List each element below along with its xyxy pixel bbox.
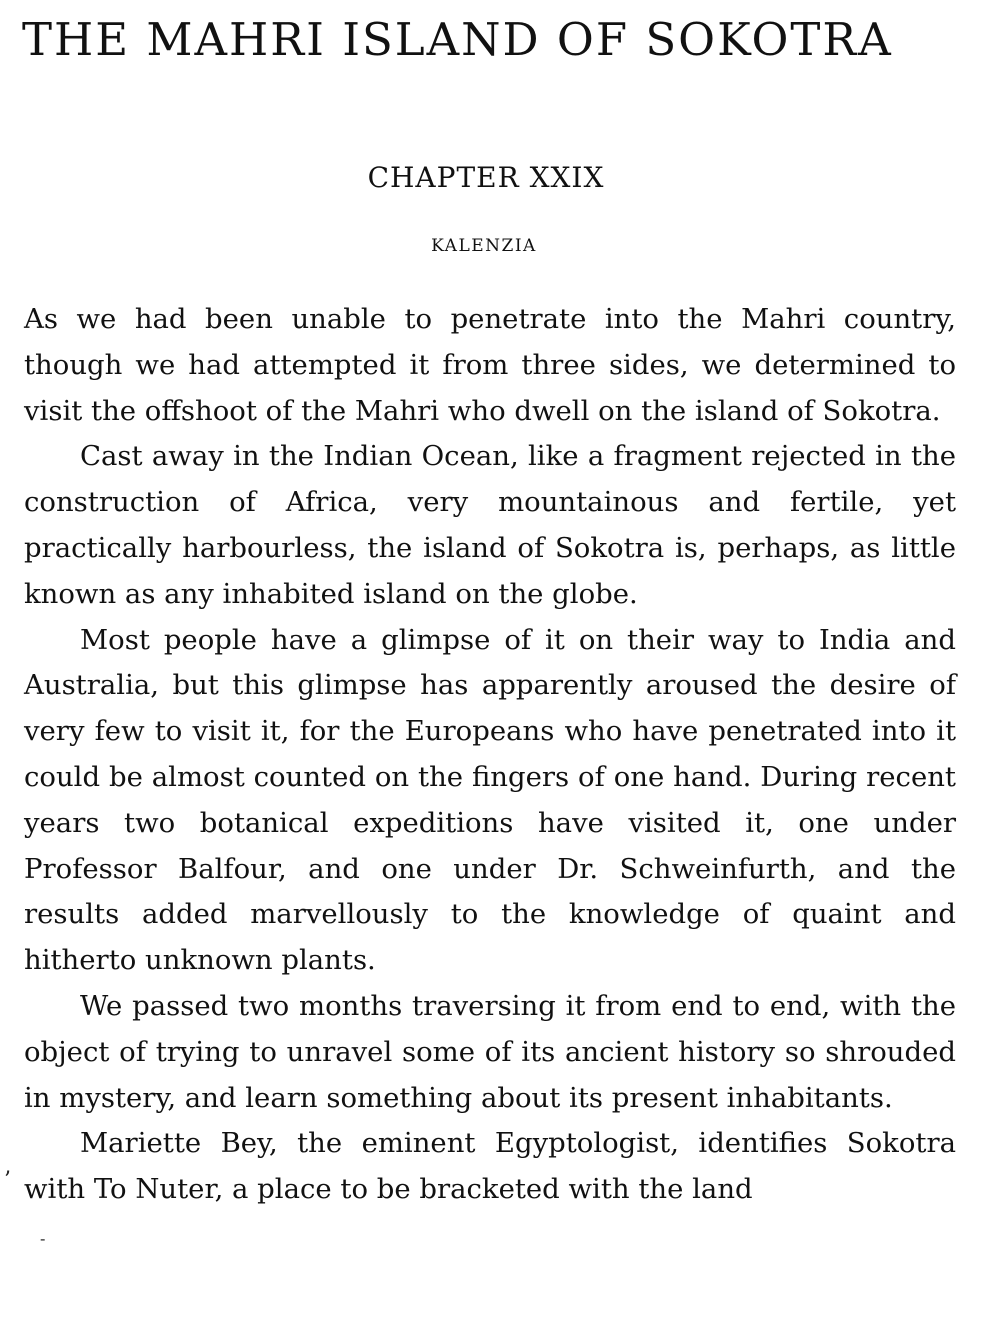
- paragraph: Mariette Bey, the eminent Egyptologist, identifies Sokotra with To Nuter, a place to be bracketed with the land: [24, 1127, 956, 1206]
- paragraph: As we had been unable to penetrate into the Mahri country, though we had attempted it from three sides, we determined to visit the offshoot of the Mahri who dwell on the island of Sokotra.: [24, 303, 956, 427]
- paragraph: Most people have a glimpse of it on their way to India and Australia, but this glimpse has apparently aroused the desire of very few to visit it, for the Europeans who have penetrated into it could be almost counted on the fingers of one hand. During recent years two botanical expeditions have visited it, one under Professor Balfour, and one under Dr. Schweinfurth, and the results added marvellously to the knowledge of quaint and hitherto unknown plants.: [24, 623, 956, 977]
- paragraph: Cast away in the Indian Ocean, like a fragment rejected in the construction of Africa, very mountainous and fertile, yet practically harbourless, the island of Sokotra is, perhaps, as little known as any inhabited island on the globe.: [24, 440, 956, 610]
- chapter-number: CHAPTER XXIX: [367, 161, 605, 194]
- margin-tick-mark: ’: [4, 1168, 11, 1193]
- chapter-body: [24, 297, 956, 1213]
- running-head: THE MAHRI ISLAND OF SOKOTRA: [22, 13, 893, 66]
- margin-dash-mark: -: [40, 1229, 46, 1248]
- paragraph: We passed two months traversing it from end to end, with the object of trying to unravel some of its ancient history so shrouded in mystery, and learn something about its present inhabitants.: [24, 989, 956, 1114]
- chapter-title: KALENZIA: [431, 236, 537, 256]
